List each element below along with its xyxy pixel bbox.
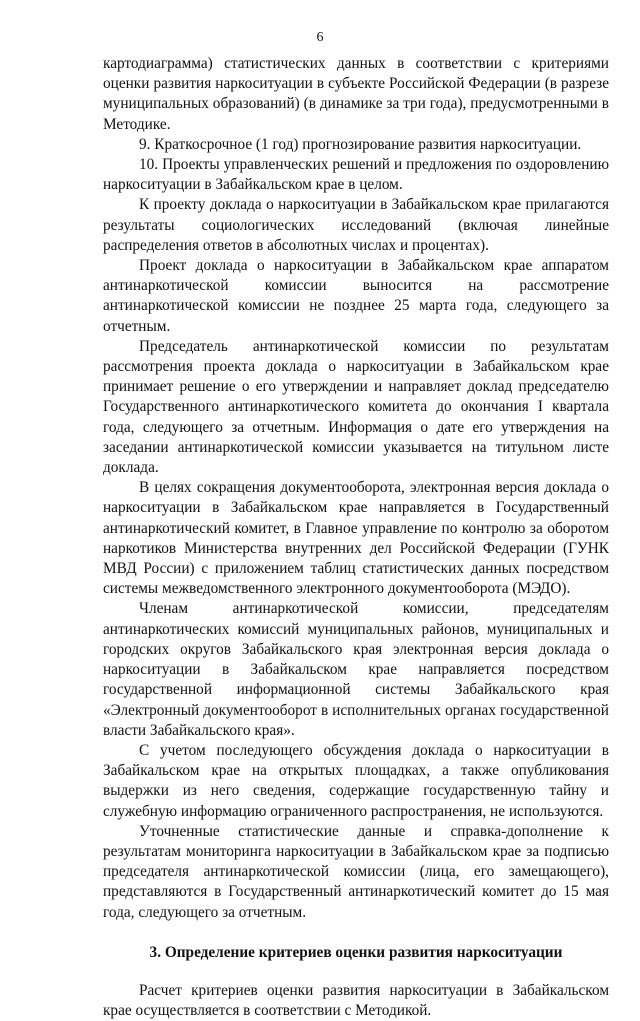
paragraph-submission: Проект доклада о наркоситуации в Забайкальском крае аппаратом антинаркотической комиссии выносится на рассмотрение антинаркотической комиссии не позднее 25 марта года, следующего за отчетным. [103,257,609,335]
paragraph-discussion: С учетом последующего обсуждения доклада о наркоситуации в Забайкальском крае на открытых площадках, а также опубликования выдержки из него сведения, содержащие государственную тайну и служебную информацию ограниченного распространения, не используются. [103,741,609,820]
paragraph-electronic-version: В целях сокращения документооборота, электронная версия доклада о наркоситуации в Забайкальском крае направляется в Государственный антинаркотический комитет, в Главное управление по контролю за оборотом наркотиков Министерства внутренних дел Российской Федерации (ГУНК МВД России) с приложением таблиц статистических данных посредством системы межведомственного электронного документооборота (МЭДО). [103,479,609,598]
document-body [103,54,609,1021]
paragraph-attachments: К проекту доклада о наркоситуации в Забайкальском крае прилагаются результаты социологических исследований (включая линейные распределения ответов в абсолютных числах и процентах). [103,196,609,254]
section-heading: 3. Определение критериев оценки развития наркоситуации [149,943,563,961]
paragraph-continuation: картодиаграмма) статистических данных в соответствии с критериями оценки развития наркоситуации в субъекте Российской Федерации (в разрезе муниципальных образований) (в динамике за три года), предусмотренными в Методике. [103,55,609,133]
paragraph-criteria-calculation: Расчет критериев оценки развития наркоситуации в Забайкальском крае осуществляется в соответствии с Методикой. [103,981,609,1019]
paragraph-item-9: 9. Краткосрочное (1 год) прогнозирование развития наркоситуации. [139,135,582,153]
paragraph-distribution: Членам антинаркотической комиссии, председателям антинаркотических комиссий муниципальных районов, муниципальных и городских округов Забайкальского края электронная версия доклада о наркоситуации в Забайкальском крае направляется посредством государственной информационной системы Забайкальского края «Электронный документооборот в исполнительных органах государственной власти Забайкальского края». [103,600,609,739]
paragraph-approval: Председатель антинаркотической комиссии по результатам рассмотрения проекта доклада о наркоситуации в Забайкальском крае принимает решение о его утверждении и направляет доклад председателю Государственного антинаркотического комитета до окончания I квартала года, следующего за отчетным. Информация о дате его утверждения на заседании антинаркотической комиссии указывается на титульном листе доклада. [103,337,609,477]
page-number: 6 [316,30,324,45]
paragraph-updated-data: Уточненные статистические данные и справка-дополнение к результатам мониторинга наркоситуации в Забайкальском крае за подписью председателя антинаркотической комиссии (лица, его замещающего), представляются в Государственный антинаркотический комитет до 15 мая года, следующего за отчетным. [103,822,609,921]
paragraph-item-10: 10. Проекты управленческих решений и предложения по оздоровлению наркоситуации в Забайкальском крае в целом. [103,156,609,194]
